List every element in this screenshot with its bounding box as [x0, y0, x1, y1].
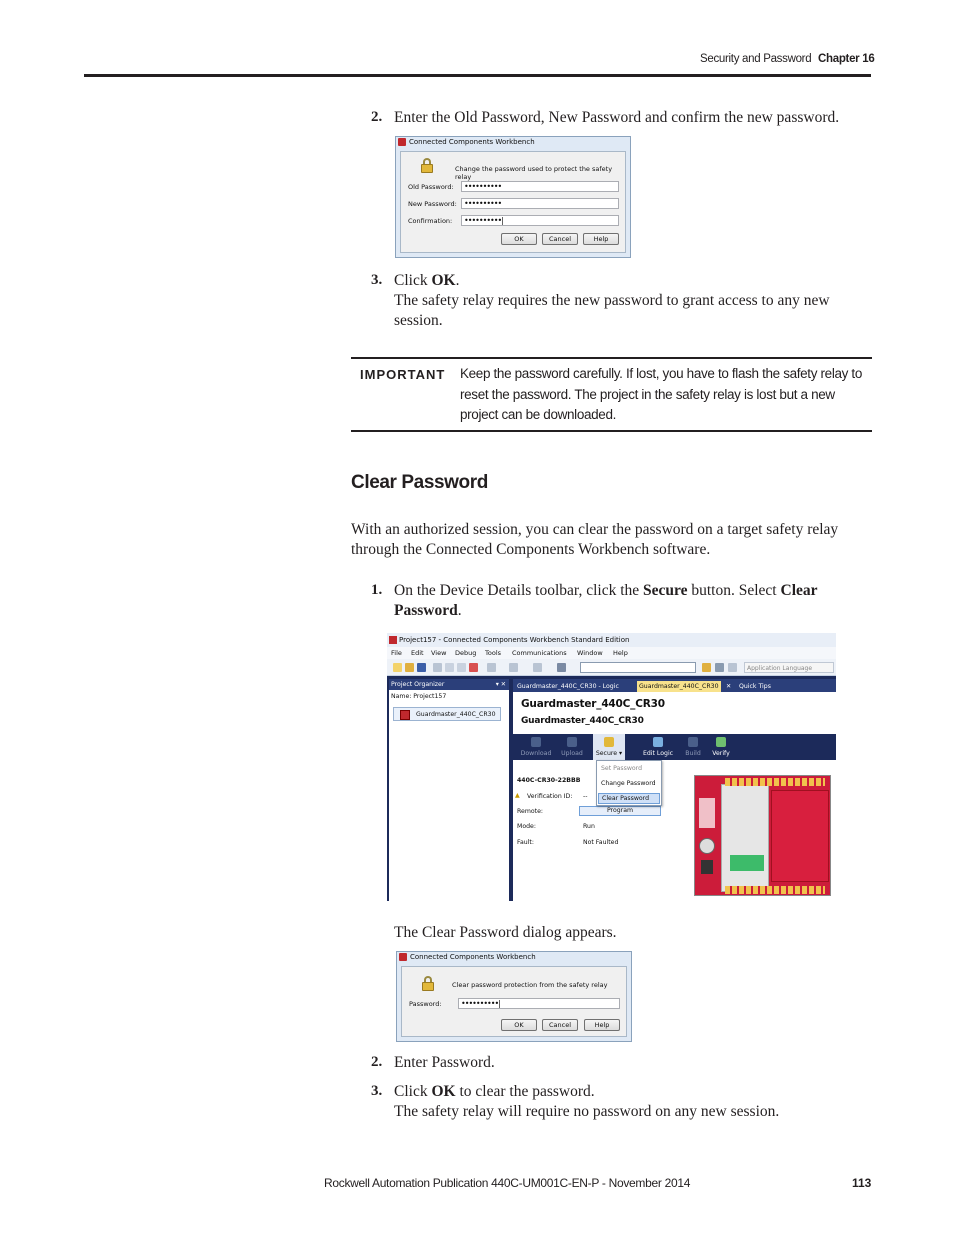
tab-logic[interactable]: Guardmaster_440C_CR30 - Logic [517, 683, 619, 690]
build-icon [688, 737, 698, 747]
dialog-message: Change the password used to protect the safety relay [455, 165, 613, 181]
project-device-item[interactable]: Guardmaster_440C_CR30 [393, 707, 501, 721]
step-number: 3. [371, 1083, 383, 1099]
clear-password-dialog [396, 951, 632, 1042]
cut-icon[interactable] [433, 663, 442, 672]
top-terminals [725, 778, 825, 786]
mode-value: Run [583, 823, 595, 830]
fault-value: Not Faulted [583, 839, 619, 846]
step-number: 3. [371, 272, 383, 288]
device-title: Guardmaster_440C_CR30 [521, 698, 665, 710]
menu-file[interactable]: File [391, 649, 402, 657]
bottom-terminals [725, 886, 825, 894]
relay-face-panel [721, 784, 769, 892]
find-icon[interactable] [557, 663, 566, 672]
tools-icon[interactable] [715, 663, 724, 672]
project-organizer-header: Project Organizer ▾ ✕ [389, 679, 509, 690]
step-text: Click OK. The safety relay requires the new password to grant access to any new session. [394, 272, 830, 329]
cancel-button[interactable]: Cancel [542, 1019, 578, 1031]
help-button[interactable]: Help [584, 1019, 620, 1031]
important-bottom-rule [351, 430, 872, 432]
status-leds [699, 798, 715, 828]
confirmation-label: Confirmation: [408, 217, 453, 225]
redo-icon[interactable] [509, 663, 518, 672]
dialog-title: Connected Components Workbench [398, 138, 535, 146]
fault-label: Fault: [517, 839, 534, 846]
intro-paragraph: With an authorized session, you can clear the password on a target safety relay through the Connected Components Workbench software. [351, 521, 839, 558]
device-details-pane [513, 692, 836, 901]
safety-relay-icon [400, 710, 410, 720]
project-organizer-pane [389, 679, 509, 901]
ccw-screenshot [387, 633, 836, 901]
options-icon[interactable] [728, 663, 737, 672]
tab-quick-tips[interactable]: Quick Tips [739, 683, 771, 690]
menu-edit[interactable]: Edit [411, 649, 424, 657]
connector-port [699, 838, 715, 854]
old-password-label: Old Password: [408, 183, 454, 191]
edit-logic-button[interactable]: Edit Logic [639, 734, 677, 760]
tab-close-icon[interactable]: ✕ [726, 683, 732, 690]
step-number: 1. [371, 582, 383, 598]
step-text: Click OK to clear the password. The safety relay will require no password on any new session. [394, 1083, 780, 1120]
menu-bar [387, 647, 836, 659]
lock-icon [422, 976, 434, 991]
catalog-number: 440C-CR30-22BBB [517, 777, 581, 784]
tab-device[interactable]: Guardmaster_440C_CR30 [639, 683, 719, 690]
green-terminal-block [730, 855, 764, 871]
step-number: 2. [371, 1054, 383, 1070]
secure-dropdown-menu [596, 760, 662, 806]
menu-debug[interactable]: Debug [455, 649, 477, 657]
app-icon [389, 636, 397, 644]
remote-label: Remote: [517, 808, 543, 815]
dialog-message: Clear password protection from the safety relay [452, 981, 608, 989]
project-name: Name: Project157 [391, 693, 447, 700]
warning-icon: ▲ [515, 792, 520, 799]
verification-id-label: Verification ID: [527, 793, 573, 800]
build-icon[interactable] [533, 663, 542, 672]
header-rule [84, 74, 871, 77]
window-titlebar: Project157 - Connected Components Workbench Standard Edition [387, 633, 836, 647]
upload-icon [567, 737, 577, 747]
application-language-combo[interactable]: Application Language [744, 662, 834, 673]
build-button[interactable]: Build [681, 734, 705, 760]
cancel-button[interactable]: Cancel [542, 233, 578, 245]
verify-icon [716, 737, 726, 747]
dialog-body [400, 151, 626, 253]
menu-help[interactable]: Help [613, 649, 628, 657]
ok-button[interactable]: OK [501, 233, 537, 245]
settings-icon[interactable] [702, 663, 711, 672]
step-text: On the Device Details toolbar, click the Secure button. Select Clear Password. [394, 582, 818, 619]
running-header-chapter: Chapter 16 [818, 53, 875, 65]
mode-label: Mode: [517, 823, 536, 830]
password-field[interactable]: ••••••••••| [458, 998, 620, 1009]
copy-icon[interactable] [445, 663, 454, 672]
search-combo[interactable] [580, 662, 696, 673]
password-label: Password: [409, 1000, 442, 1008]
section-heading: Clear Password [351, 472, 488, 493]
undo-icon[interactable] [487, 663, 496, 672]
lock-icon [421, 158, 433, 173]
important-label: IMPORTANT [360, 367, 446, 382]
new-icon[interactable] [393, 663, 402, 672]
footer-publication: Rockwell Automation Publication 440C-UM001C-EN-P - November 2014 [324, 1176, 691, 1190]
expansion-module [771, 790, 829, 882]
help-button[interactable]: Help [583, 233, 619, 245]
secure-button[interactable]: Secure ▾ [593, 734, 625, 760]
verify-button[interactable]: Verify [708, 734, 734, 760]
safety-relay-image [694, 775, 831, 896]
change-password-dialog [395, 136, 631, 258]
device-subtitle: Guardmaster_440C_CR30 [521, 716, 644, 726]
device-details-toolbar [513, 734, 836, 760]
important-text: Keep the password carefully. If lost, you have to flash the safety relay to reset the password. The project in the safety relay is lost but a new project can be downloaded. [460, 366, 862, 422]
lock-icon [604, 737, 614, 747]
pane-pin-close-icon[interactable]: ▾ ✕ [495, 681, 506, 688]
new-password-field[interactable]: •••••••••• [461, 198, 619, 209]
download-icon [531, 737, 541, 747]
app-icon [399, 953, 407, 961]
menu-set-password[interactable]: Set Password [601, 765, 643, 772]
page-number: 113 [852, 1176, 872, 1190]
menu-change-password[interactable]: Change Password [601, 780, 656, 787]
verification-id-value: -- [583, 793, 588, 800]
delete-icon[interactable] [469, 663, 478, 672]
menu-clear-password[interactable]: Clear Password [598, 793, 660, 804]
save-icon[interactable] [417, 663, 426, 672]
open-icon[interactable] [405, 663, 414, 672]
menu-view[interactable]: View [431, 649, 447, 657]
dialog-title: Connected Components Workbench [399, 953, 536, 961]
old-password-field[interactable]: •••••••••• [461, 181, 619, 192]
usb-port [701, 860, 713, 874]
menu-window[interactable]: Window [577, 649, 603, 657]
upload-button[interactable]: Upload [557, 734, 587, 760]
important-top-rule [351, 357, 872, 359]
dialog-body [401, 966, 627, 1037]
paste-icon[interactable] [457, 663, 466, 672]
remote-mode-button[interactable]: Program [579, 806, 661, 816]
menu-communications[interactable]: Communications [512, 649, 567, 657]
ok-button[interactable]: OK [501, 1019, 537, 1031]
menu-tools[interactable]: Tools [485, 649, 502, 657]
new-password-label: New Password: [408, 200, 457, 208]
caption-text: The Clear Password dialog appears. [394, 924, 617, 941]
step-text: Enter the Old Password, New Password and confirm the new password. [394, 109, 840, 126]
running-header-section: Security and Password [700, 53, 812, 65]
step-text: Enter Password. [394, 1054, 495, 1071]
app-icon [398, 138, 406, 146]
confirmation-field[interactable]: ••••••••••| [461, 215, 619, 226]
document-tabs [513, 679, 836, 692]
download-button[interactable]: Download [517, 734, 555, 760]
main-toolbar [387, 659, 836, 676]
step-number: 2. [371, 109, 383, 125]
edit-logic-icon [653, 737, 663, 747]
